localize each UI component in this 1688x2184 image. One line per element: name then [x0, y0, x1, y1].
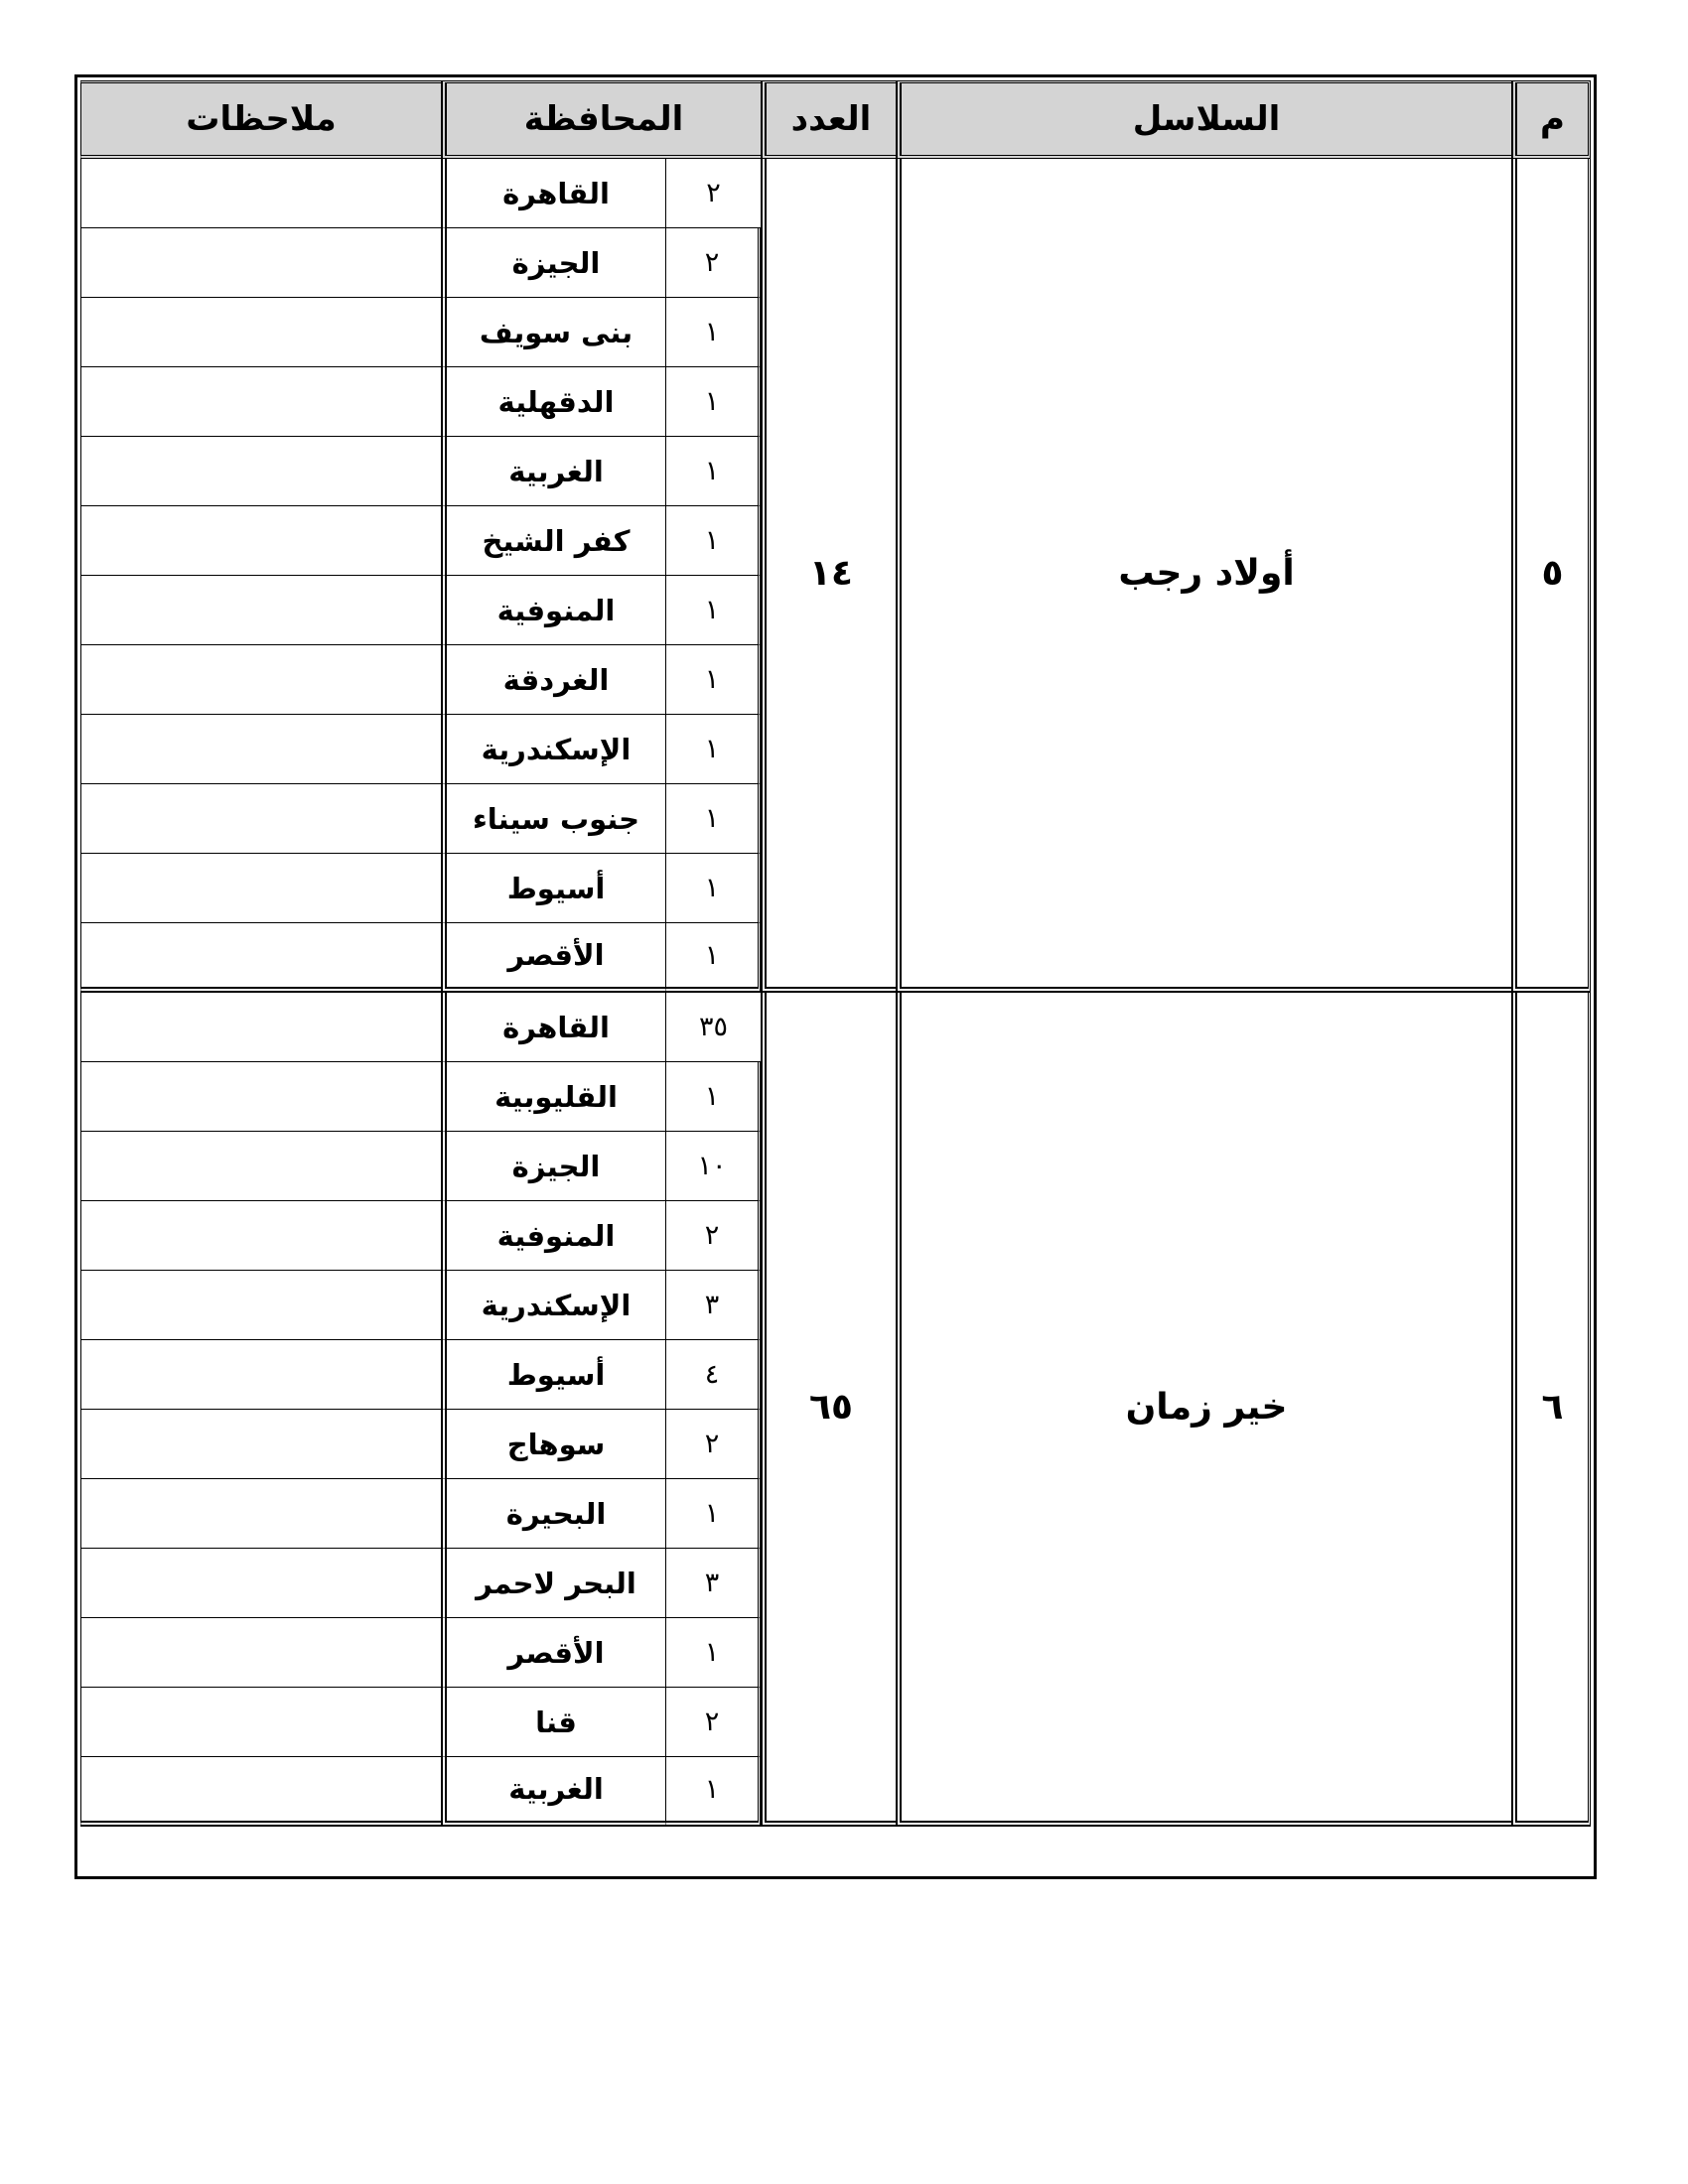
notes-cell [80, 993, 441, 1062]
notes-cell [80, 645, 441, 715]
notes-cell [80, 576, 441, 645]
governorate-count: ١٠ [665, 1132, 761, 1201]
governorate-name: الأقصر [441, 923, 665, 993]
notes-cell [80, 1340, 441, 1410]
governorate-name: المنوفية [441, 1201, 665, 1271]
table-body [80, 159, 1591, 1827]
governorate-name: الغربية [441, 437, 665, 506]
governorate-name: الغردقة [441, 645, 665, 715]
governorate-count: ١ [665, 1479, 761, 1549]
governorate-name: الجيزة [441, 1132, 665, 1201]
notes-cell [80, 715, 441, 784]
header-governorate: المحافظة [441, 80, 761, 159]
governorate-name: القاهرة [441, 159, 665, 228]
governorate-count: ٣ [665, 1271, 761, 1340]
table-row [80, 993, 1591, 1062]
series-number: ٥ [1511, 159, 1591, 993]
governorate-name: الإسكندرية [441, 1271, 665, 1340]
table-row [80, 159, 1591, 228]
governorate-name: أسيوط [441, 1340, 665, 1410]
governorate-count: ١ [665, 1757, 761, 1827]
notes-cell [80, 228, 441, 298]
governorate-name: الغربية [441, 1757, 665, 1827]
notes-cell [80, 1062, 441, 1132]
notes-cell [80, 923, 441, 993]
notes-cell [80, 1688, 441, 1757]
governorate-name: المنوفية [441, 576, 665, 645]
governorate-name: قنا [441, 1688, 665, 1757]
governorate-count: ٢ [665, 159, 761, 228]
series-number: ٦ [1511, 993, 1591, 1827]
series-total: ٦٥ [761, 993, 896, 1827]
governorate-name: جنوب سيناء [441, 784, 665, 854]
notes-cell [80, 437, 441, 506]
notes-cell [80, 1549, 441, 1618]
header-m: م [1511, 80, 1591, 159]
governorate-count: ١ [665, 784, 761, 854]
governorate-count: ١ [665, 1618, 761, 1688]
governorate-count: ٢ [665, 1410, 761, 1479]
notes-cell [80, 298, 441, 367]
notes-cell [80, 367, 441, 437]
series-total: ١٤ [761, 159, 896, 993]
governorate-name: البحيرة [441, 1479, 665, 1549]
governorate-count: ١ [665, 715, 761, 784]
governorate-count: ١ [665, 854, 761, 923]
governorate-name: سوهاج [441, 1410, 665, 1479]
governorate-name: الدقهلية [441, 367, 665, 437]
governorate-name: بنى سويف [441, 298, 665, 367]
governorate-count: ٢ [665, 1688, 761, 1757]
header-notes: ملاحظات [80, 80, 441, 159]
governorate-name: القاهرة [441, 993, 665, 1062]
governorate-count: ٣ [665, 1549, 761, 1618]
governorate-name: كفر الشيخ [441, 506, 665, 576]
governorate-count: ٣٥ [665, 993, 761, 1062]
governorate-count: ٢ [665, 228, 761, 298]
notes-cell [80, 784, 441, 854]
notes-cell [80, 1201, 441, 1271]
notes-cell [80, 1132, 441, 1201]
governorate-count: ١ [665, 645, 761, 715]
notes-cell [80, 506, 441, 576]
governorate-count: ١ [665, 298, 761, 367]
governorate-count: ٤ [665, 1340, 761, 1410]
notes-cell [80, 1479, 441, 1549]
notes-cell [80, 159, 441, 228]
notes-cell [80, 1618, 441, 1688]
series-name: خير زمان [896, 993, 1511, 1827]
governorate-name: الإسكندرية [441, 715, 665, 784]
governorate-count: ١ [665, 437, 761, 506]
header-row [80, 80, 1591, 159]
governorate-count: ١ [665, 506, 761, 576]
notes-cell [80, 1410, 441, 1479]
governorate-count: ٢ [665, 1201, 761, 1271]
notes-cell [80, 1757, 441, 1827]
header-count: العدد [761, 80, 896, 159]
governorate-count: ١ [665, 923, 761, 993]
series-distribution-table [80, 80, 1591, 1827]
governorate-name: البحر لاحمر [441, 1549, 665, 1618]
series-name: أولاد رجب [896, 159, 1511, 993]
governorate-count: ١ [665, 1062, 761, 1132]
governorate-count: ١ [665, 576, 761, 645]
governorate-name: أسيوط [441, 854, 665, 923]
governorate-name: الجيزة [441, 228, 665, 298]
governorate-name: الأقصر [441, 1618, 665, 1688]
header-series: السلاسل [896, 80, 1511, 159]
notes-cell [80, 854, 441, 923]
notes-cell [80, 1271, 441, 1340]
governorate-count: ١ [665, 367, 761, 437]
governorate-name: القليوبية [441, 1062, 665, 1132]
